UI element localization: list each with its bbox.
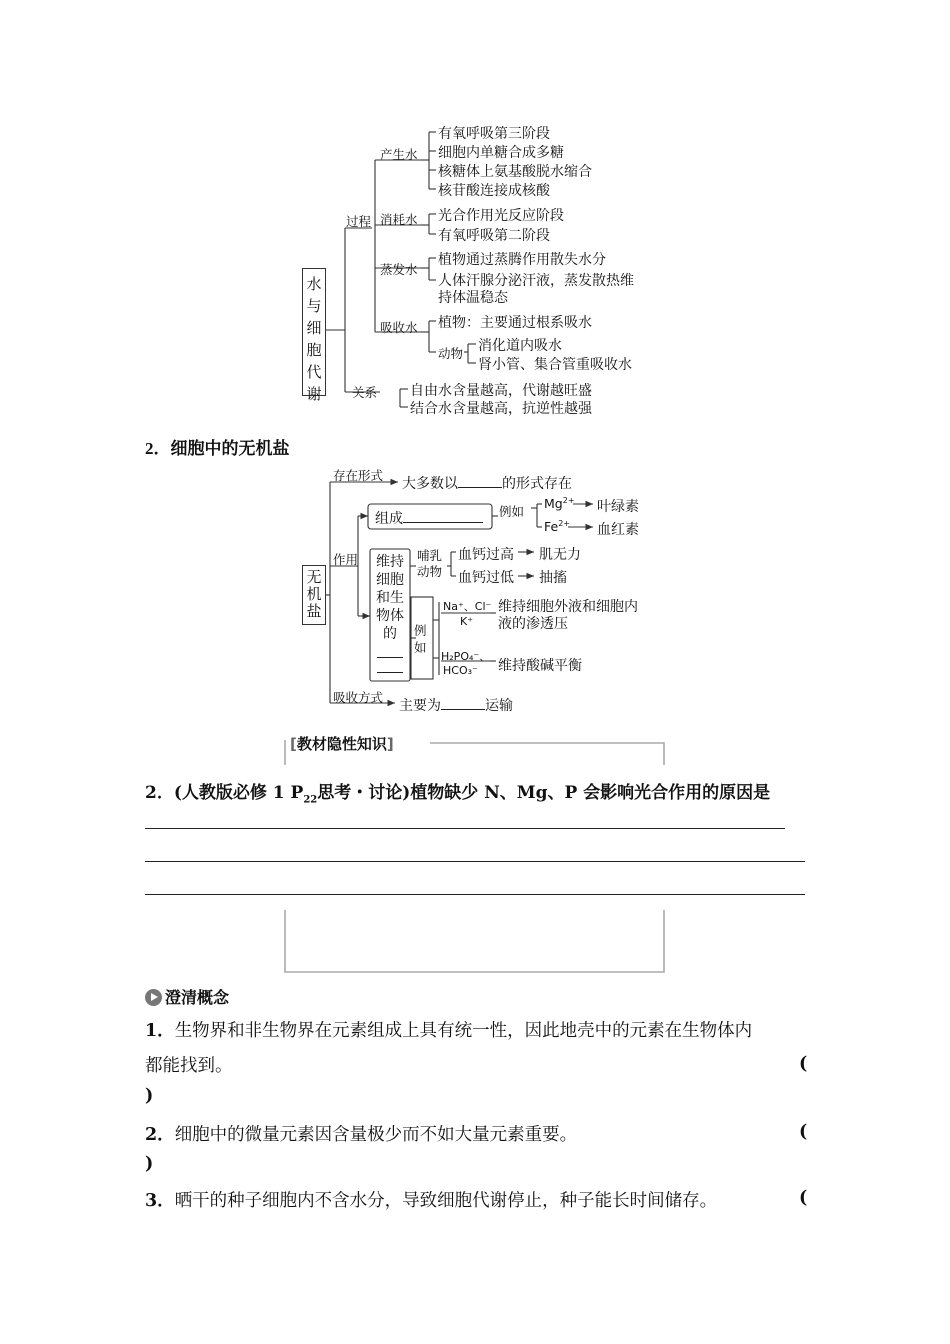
- clarify-item-1: [145, 1017, 752, 1042]
- textbook-banner: [290, 733, 394, 754]
- question-text: 植物缺少 N、Mg、P 会影响光合作用的原因是: [410, 783, 771, 803]
- ca-low-result: 抽搐: [539, 570, 567, 586]
- ions1-result-b: 液的渗透压: [498, 616, 568, 632]
- animal-item: 肾小管、集合管重吸收水: [478, 357, 632, 373]
- maintain-text: 维持细胞和生物体的: [376, 554, 404, 642]
- evap-item: 人体汗腺分泌汗液，蒸发散热维: [438, 273, 634, 289]
- mg-result: 叶绿素: [597, 499, 639, 515]
- ions2-result: 维持酸碱平衡: [498, 658, 582, 674]
- clarify-item-3: [145, 1187, 717, 1212]
- item-line1: 晒干的种子细胞内不含水分，导致细胞代谢停止，种子能长时间储存。: [174, 1191, 718, 1211]
- clarify-heading: [145, 985, 229, 1008]
- mg-symbol: Mg: [544, 496, 563, 512]
- item-number: 2．: [145, 1125, 175, 1145]
- ca-high: 血钙过高: [458, 547, 514, 563]
- function-label: 作用: [333, 552, 359, 567]
- item-line2: 都能找到。: [145, 1056, 233, 1076]
- consume-water-label: 消耗水: [380, 212, 418, 227]
- banner-bracket-left: [: [290, 735, 297, 753]
- evap-item: 持体温稳态: [438, 290, 508, 306]
- answer-line[interactable]: [145, 861, 805, 862]
- mg-charge: 2+: [562, 496, 575, 505]
- example-label: 例如: [499, 504, 525, 519]
- produce-water-label: 产生水: [380, 147, 418, 162]
- diagram2-root-label: 无机盐: [306, 568, 322, 620]
- absorb-animal-label: 动物: [438, 346, 464, 361]
- item-number: 3．: [145, 1191, 175, 1211]
- item-line1: 生物界和非生物界在元素组成上具有统一性，因此地壳中的元素在生物体内: [174, 1021, 753, 1041]
- produce-item: 核糖体上氨基酸脱水缩合: [438, 164, 592, 180]
- absorb-text-b: 运输: [485, 698, 513, 714]
- ca-high-result: 肌无力: [539, 547, 581, 563]
- evap-item: 植物通过蒸腾作用散失水分: [438, 252, 606, 268]
- absorb-plant-item: 植物：主要通过根系吸水: [438, 315, 592, 331]
- item-line1: 细胞中的微量元素因含量极少而不如大量元素重要。: [174, 1125, 578, 1145]
- section-number: 2．: [145, 439, 171, 458]
- question-2: [145, 778, 770, 805]
- evaporate-water-label: 蒸发水: [380, 262, 418, 277]
- form-text-a: 大多数以: [402, 476, 458, 492]
- question-number: 2．: [145, 783, 174, 803]
- animal-item: 消化道内吸水: [478, 338, 562, 354]
- consume-item: 光合作用光反应阶段: [438, 208, 564, 224]
- question-source-b: 思考・讨论): [317, 783, 411, 803]
- mammal-text: 哺乳动物: [417, 548, 443, 579]
- item-number: 1．: [145, 1021, 175, 1041]
- answer-paren-close: ): [145, 1086, 154, 1106]
- form-text-b: 的形式存在: [502, 476, 572, 492]
- consume-item: 有氧呼吸第二阶段: [438, 228, 550, 244]
- answer-paren-open[interactable]: (: [799, 1188, 808, 1208]
- form-label: 存在形式: [333, 468, 384, 483]
- relation-label: 关系: [352, 385, 378, 400]
- answer-paren-open[interactable]: (: [799, 1122, 808, 1142]
- fe-charge: 2+: [558, 519, 570, 528]
- banner-bracket-right: ]: [386, 735, 394, 753]
- question-source-a: (人教版必修 1 P: [173, 783, 304, 803]
- ions1b: K⁺: [460, 615, 474, 628]
- produce-item: 细胞内单糖合成多糖: [438, 145, 564, 161]
- answer-paren-open[interactable]: (: [799, 1054, 808, 1074]
- produce-item: 核苷酸连接成核酸: [438, 183, 550, 199]
- ions2b: HCO₃⁻: [443, 664, 478, 677]
- produce-item: 有氧呼吸第三阶段: [438, 126, 550, 142]
- absorb-water-label: 吸收水: [380, 320, 418, 335]
- absorb-text-a: 主要为: [399, 698, 441, 714]
- ions1: Na⁺、Cl⁻: [443, 600, 492, 613]
- question-source-sub: 22: [303, 794, 318, 806]
- banner-text: 教材隐性知识: [296, 735, 387, 753]
- absorb-label: 吸收方式: [333, 690, 384, 705]
- process-label: 过程: [346, 214, 372, 229]
- fe-result: 血红素: [597, 522, 639, 538]
- relation-item: 自由水含量越高，代谢越旺盛: [410, 383, 592, 399]
- play-icon: [145, 989, 162, 1006]
- section-title: 细胞中的无机盐: [170, 439, 290, 458]
- relation-item: 结合水含量越高，抗逆性越强: [410, 401, 592, 417]
- clarify-title: 澄清概念: [165, 988, 230, 1007]
- ca-low: 血钙过低: [458, 570, 514, 586]
- clarify-item-2: [145, 1121, 577, 1146]
- answer-line[interactable]: [145, 828, 785, 829]
- answer-paren-close: ): [145, 1154, 154, 1174]
- ions2: H₂PO₄⁻、: [441, 650, 491, 663]
- ions1-result-a: 维持细胞外液和细胞内: [498, 599, 638, 615]
- compose-text: 组成: [375, 511, 403, 527]
- fe-symbol: Fe: [544, 519, 559, 535]
- example2-text: 例如: [414, 623, 427, 655]
- diagram1-root-label: 水与细胞代谢: [306, 275, 322, 403]
- answer-line[interactable]: [145, 894, 805, 895]
